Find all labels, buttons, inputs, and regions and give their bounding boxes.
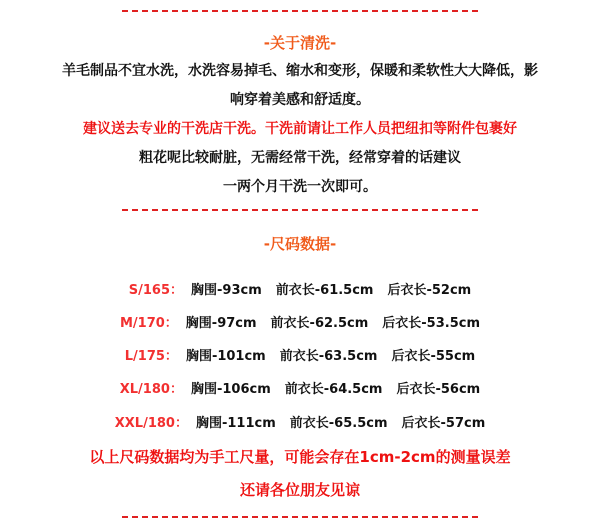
size-label: L/175： [124, 349, 178, 364]
care-heading: -关于清洗- [263, 34, 337, 52]
back-length-measure: 后衣长-52cm [387, 283, 472, 298]
chest-measure: 胸围-97cm [185, 316, 257, 331]
size-label: S/165： [128, 283, 183, 298]
care-text-line-2: 响穿着美感和舒适度。 [230, 92, 370, 108]
back-length-measure: 后衣长-53.5cm [382, 316, 481, 331]
care-text-line-4: 粗花呢比较耐脏，无需经常干洗，经常穿着的话建议 [139, 150, 461, 166]
chest-measure: 胸围-93cm [191, 283, 262, 298]
size-row-xxl [0, 412, 600, 431]
size-row-s [0, 279, 600, 298]
top-divider [122, 10, 478, 12]
front-length-measure: 前衣长-61.5cm [275, 283, 374, 298]
middle-divider-1 [122, 209, 478, 211]
measurement-note: 以上尺码数据均为手工尺量，可能会存在1cm-2cm的测量误差 [89, 448, 511, 466]
back-length-measure: 后衣长-56cm [396, 382, 481, 397]
size-label: XL/180： [119, 382, 183, 397]
care-text-line-3-highlight: 建议送去专业的干洗店干洗。干洗前请让工作人员把纽扣等附件包裹好 [83, 121, 517, 137]
front-length-measure: 前衣长-62.5cm [270, 316, 369, 331]
back-length-measure: 后衣长-57cm [401, 416, 486, 431]
size-label: XXL/180： [114, 416, 188, 431]
back-length-measure: 后衣长-55cm [391, 349, 476, 364]
size-label: M/170： [119, 316, 178, 331]
front-length-measure: 前衣长-65.5cm [289, 416, 388, 431]
chest-measure: 胸围-106cm [190, 382, 271, 397]
bottom-divider [122, 516, 478, 518]
size-heading: -尺码数据- [263, 235, 337, 253]
care-text-line-1: 羊毛制品不宜水洗，水洗容易掉毛、缩水和变形，保暖和柔软性大大降低，影 [62, 63, 538, 79]
chest-measure: 胸围-101cm [185, 349, 266, 364]
chest-measure: 胸围-111cm [195, 416, 276, 431]
front-length-measure: 前衣长-64.5cm [284, 382, 383, 397]
size-row-l [0, 345, 600, 364]
care-text-line-5: 一两个月干洗一次即可。 [223, 179, 377, 195]
front-length-measure: 前衣长-63.5cm [279, 349, 378, 364]
apology-note: 还请各位朋友见谅 [239, 481, 360, 499]
size-row-m [0, 312, 600, 331]
size-row-xl [0, 378, 600, 397]
